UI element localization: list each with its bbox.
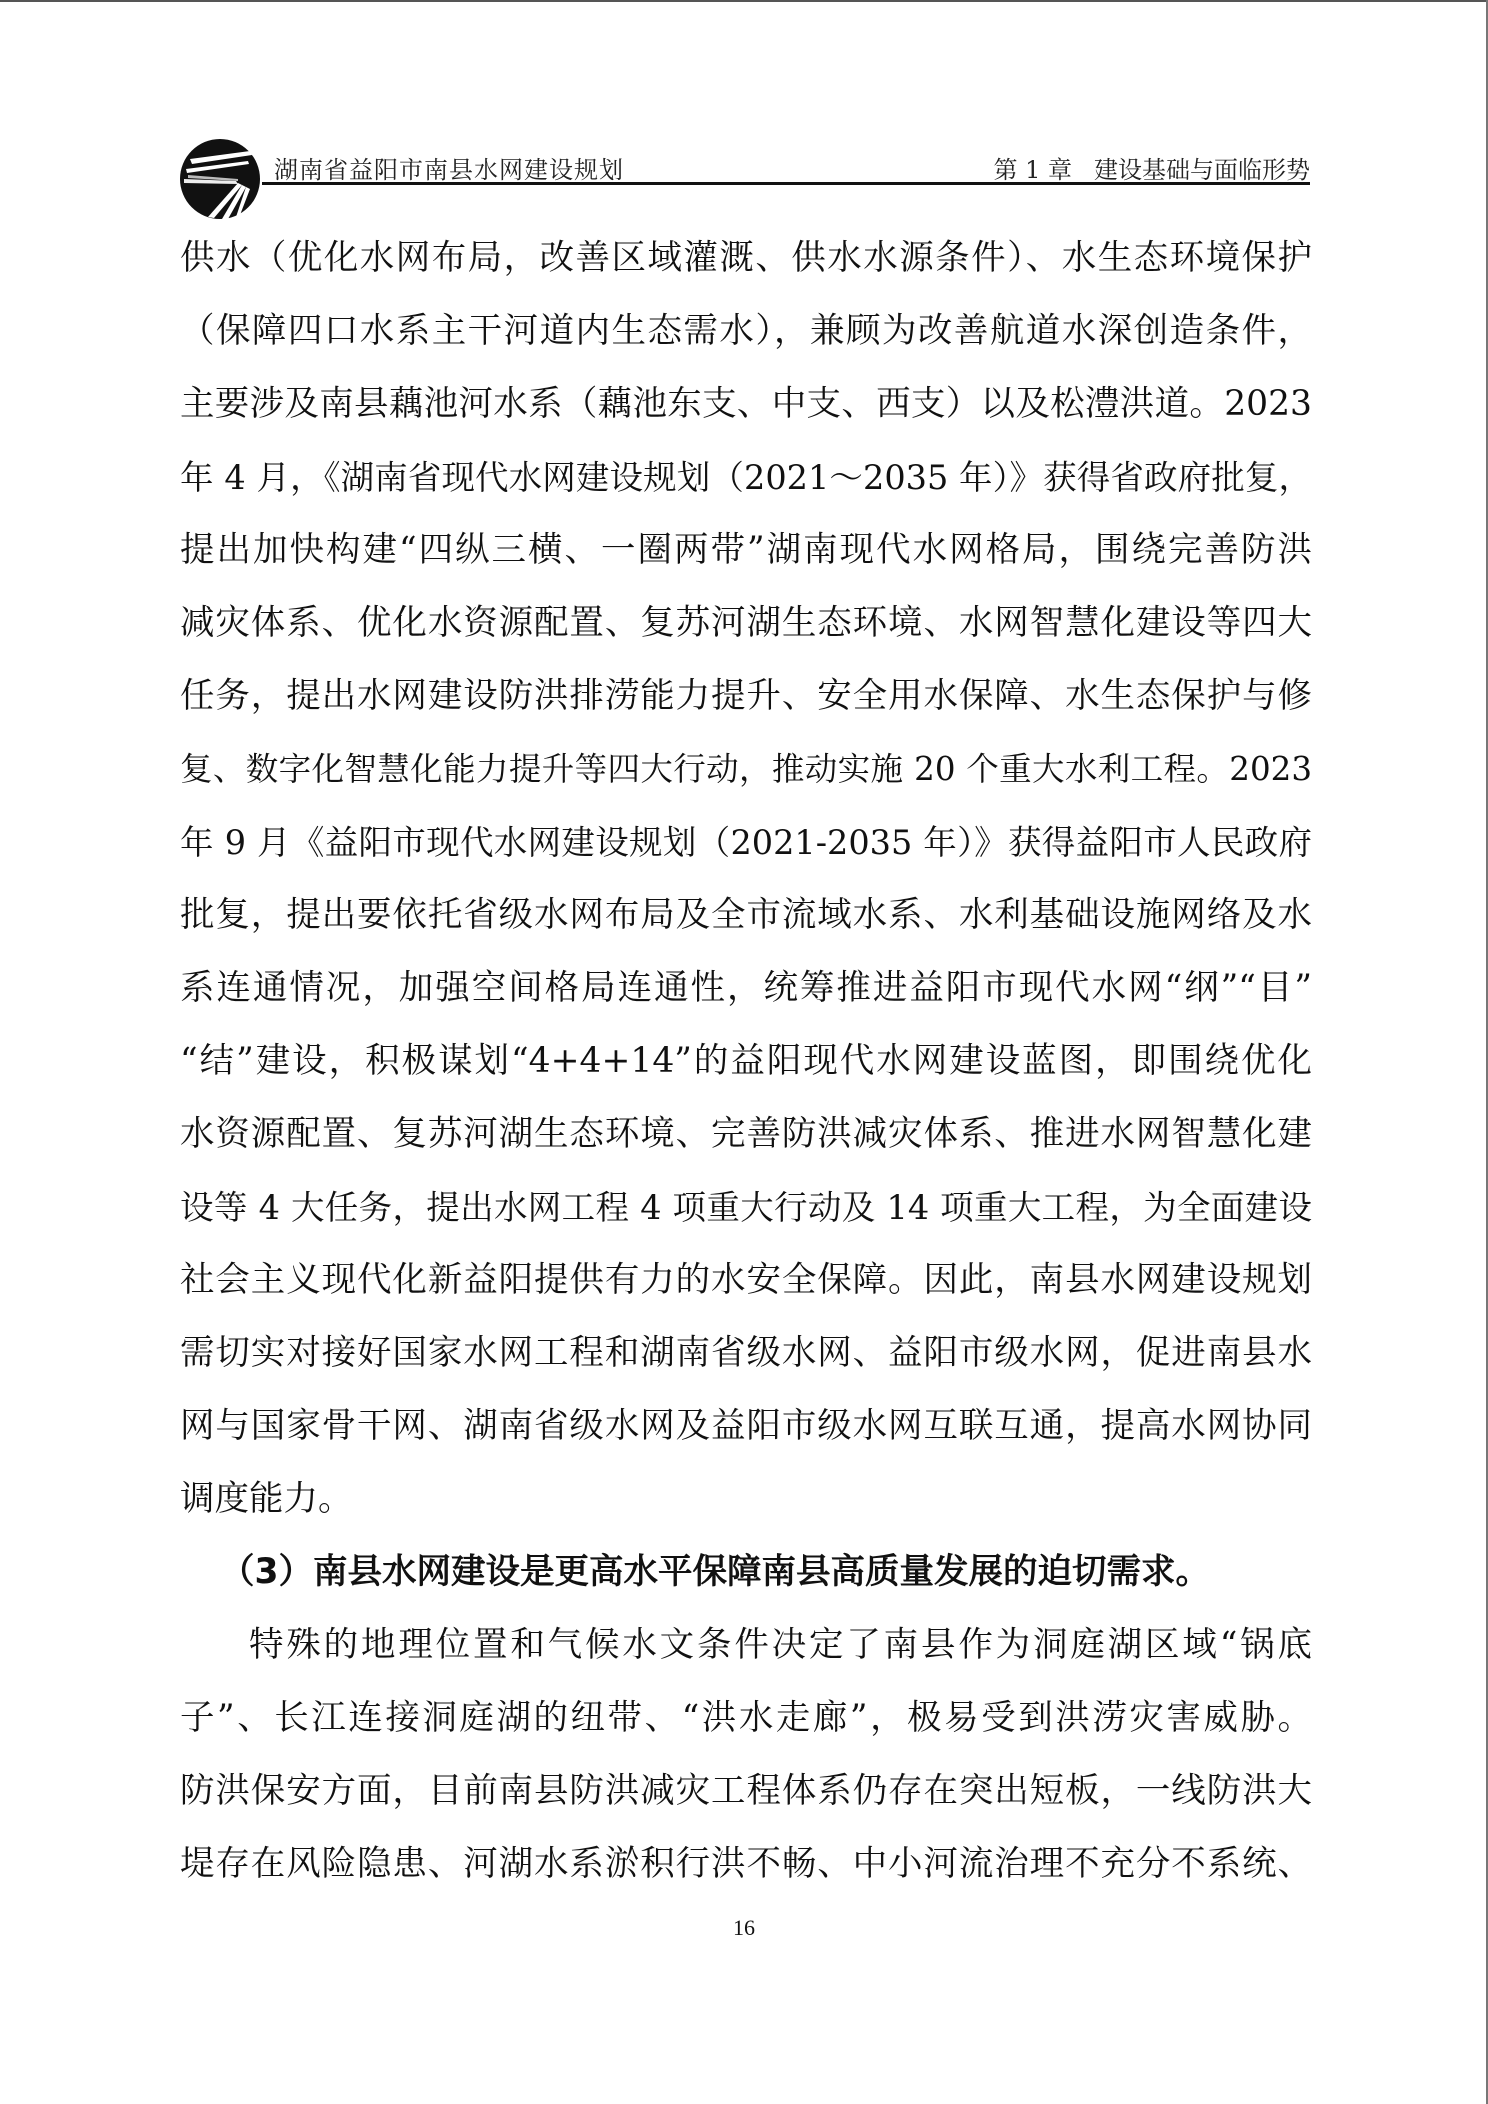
text-line: 年 4 月，《湖南省现代水网建设规划（2021～2035 年）》获得省政府批复， bbox=[180, 458, 1312, 497]
text-line: 系连通情况，加强空间格局连通性，统筹推进益阳市现代水网“纲”“目” bbox=[180, 968, 1312, 1008]
text-line: 网与国家骨干网、湖南省级水网及益阳市级水网互联互通，提高水网协同 bbox=[180, 1406, 1312, 1446]
text-line: 社会主义现代化新益阳提供有力的水安全保障。因此，南县水网建设规划 bbox=[180, 1260, 1312, 1300]
page-header bbox=[178, 130, 1310, 220]
text-line: 特殊的地理位置和气候水文条件决定了南县作为洞庭湖区域“锅底 bbox=[249, 1625, 1312, 1665]
body-text bbox=[180, 222, 1312, 1901]
text-line: 任务，提出水网建设防洪排涝能力提升、安全用水保障、水生态保护与修 bbox=[180, 676, 1312, 716]
text-line: “结”建设，积极谋划“4+4+14”的益阳现代水网建设蓝图，即围绕优化 bbox=[180, 1041, 1312, 1081]
text-line: 主要涉及南县藕池河水系（藕池东支、中支、西支）以及松澧洪道。2023 bbox=[180, 384, 1312, 424]
document-title: 湖南省益阳市南县水网建设规划 bbox=[274, 156, 624, 184]
text-line: （保障四口水系主干河道内生态需水），兼顾为改善航道水深创造条件， bbox=[180, 311, 1312, 351]
text-line: 子”、长江连接洞庭湖的纽带、“洪水走廊”，极易受到洪涝灾害威胁。 bbox=[180, 1698, 1312, 1738]
page-border-top bbox=[0, 0, 1488, 2]
text-line: 供水（优化水网布局，改善区域灌溉、供水水源条件）、水生态环境保护 bbox=[180, 238, 1312, 278]
text-line: 需切实对接好国家水网工程和湖南省级水网、益阳市级水网，促进南县水 bbox=[180, 1333, 1312, 1373]
paragraph-1 bbox=[180, 222, 1312, 1536]
text-line: 水资源配置、复苏河湖生态环境、完善防洪减灾体系、推进水网智慧化建 bbox=[180, 1114, 1312, 1154]
chapter-heading bbox=[993, 150, 1310, 185]
text-line: 年 9 月《益阳市现代水网建设规划（2021-2035 年）》获得益阳市人民政府 bbox=[180, 823, 1312, 862]
page-number: 16 bbox=[733, 1915, 755, 1940]
paragraph-2 bbox=[180, 1609, 1312, 1901]
text-line: 堤存在风险隐患、河湖水系淤积行洪不畅、中小河流治理不充分不系统、 bbox=[180, 1844, 1312, 1884]
text-line: 提出加快构建“四纵三横、一圈两带”湖南现代水网格局，围绕完善防洪 bbox=[180, 530, 1312, 570]
circular-waterway-logo-icon bbox=[178, 137, 262, 221]
text-line: 批复，提出要依托省级水网布局及全市流域水系、水利基础设施网络及水 bbox=[180, 895, 1312, 935]
text-line: 减灾体系、优化水资源配置、复苏河湖生态环境、水网智慧化建设等四大 bbox=[180, 603, 1312, 643]
section-heading: （3）南县水网建设是更高水平保障南县高质量发展的迫切需求。 bbox=[220, 1552, 1211, 1592]
text-line: 防洪保安方面，目前南县防洪减灾工程体系仍存在突出短板，一线防洪大 bbox=[180, 1771, 1312, 1811]
chapter-title: 建设基础与面临形势 bbox=[1094, 156, 1310, 184]
text-line: 设等 4 大任务，提出水网工程 4 项重大行动及 14 项重大工程，为全面建设 bbox=[180, 1188, 1312, 1227]
text-line: 调度能力。 bbox=[180, 1479, 353, 1519]
chapter-number: 第 1 章 bbox=[993, 156, 1072, 184]
text-line: 复、数字化智慧化能力提升等四大行动，推动实施 20 个重大水利工程。2023 bbox=[180, 750, 1312, 788]
